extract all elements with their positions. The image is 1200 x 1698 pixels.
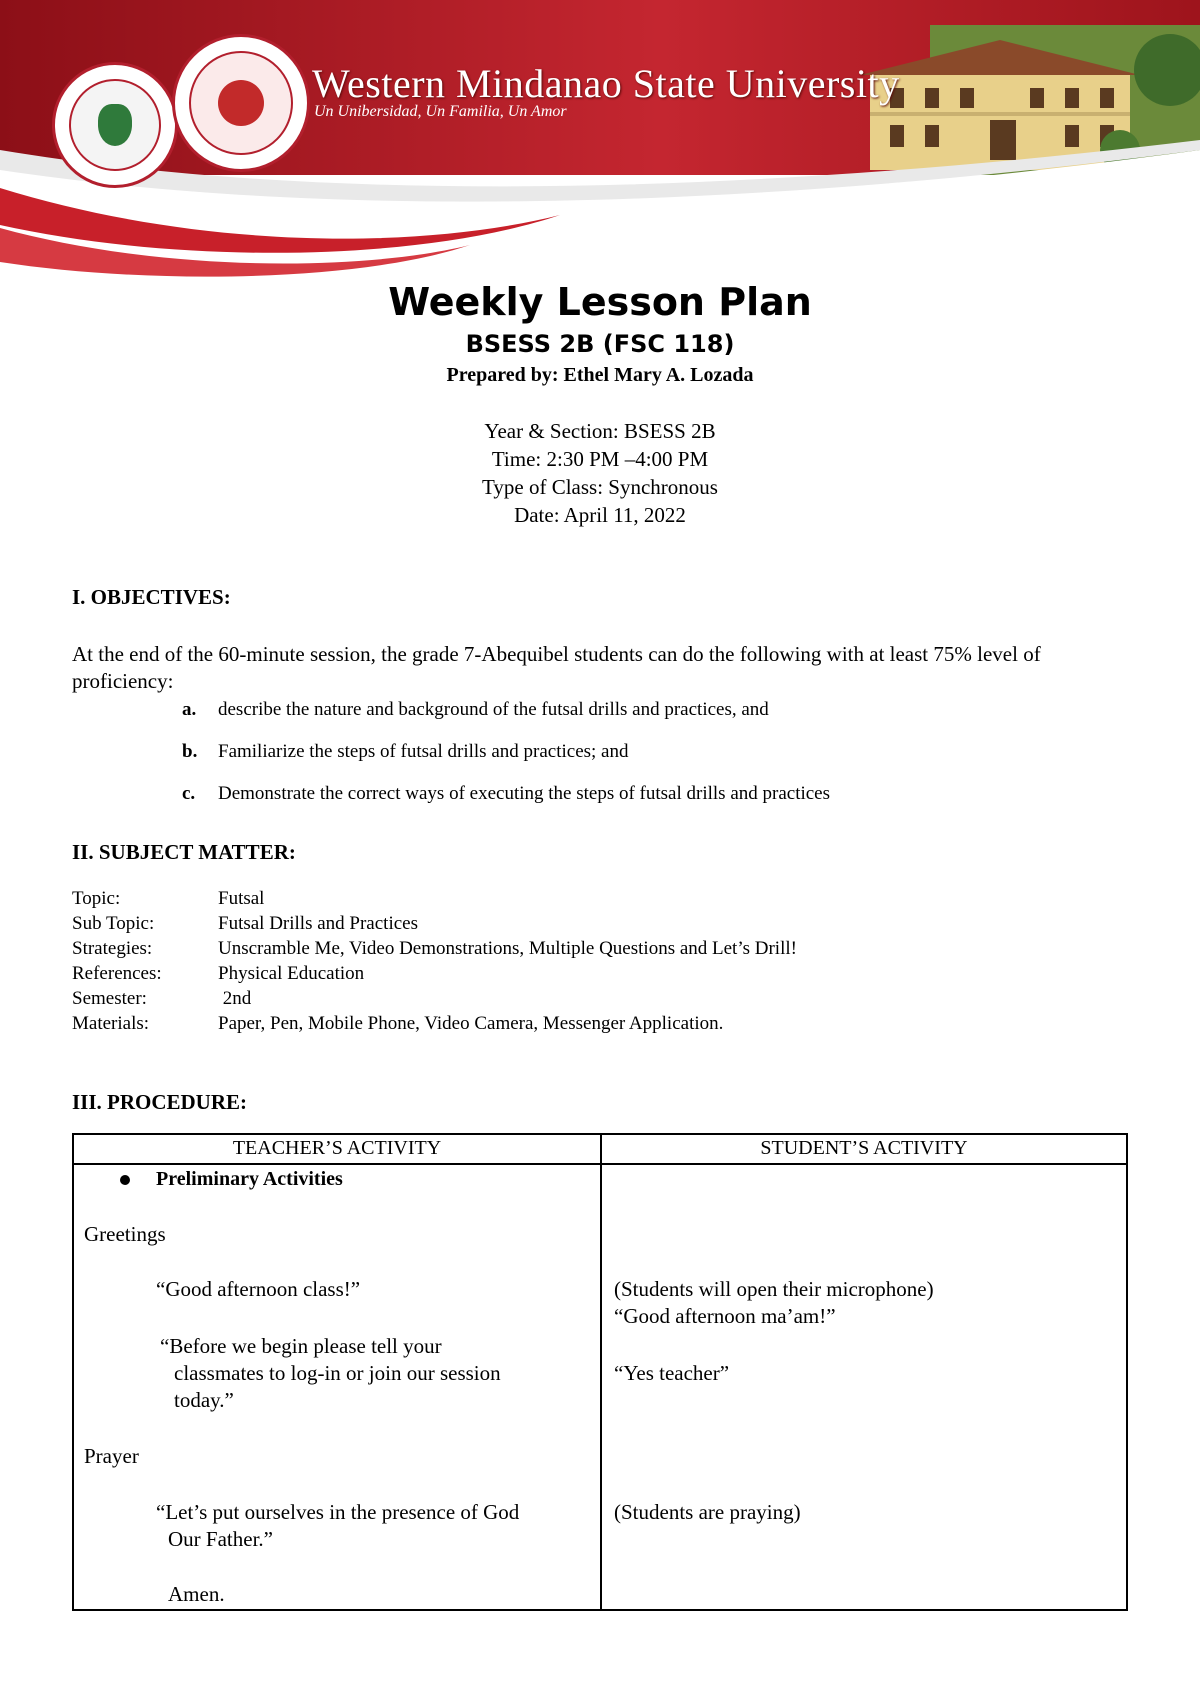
subject-key: Topic: [72, 888, 121, 909]
teacher-prayer-line2: Our Father.” [168, 1527, 273, 1551]
column-divider [600, 1135, 602, 1609]
subject-key: Sub Topic: [72, 913, 155, 934]
objective-item [182, 783, 830, 805]
subject-value: Futsal [218, 888, 265, 909]
objective-letter: a. [182, 699, 197, 720]
prayer-label: Prayer [84, 1444, 139, 1468]
student-yes: “Yes teacher” [614, 1361, 730, 1385]
student-open-mic: (Students will open their microphone) [614, 1277, 934, 1301]
subject-key: Materials: [72, 1013, 150, 1034]
course-code: BSESS 2B (FSC 118) [465, 330, 735, 358]
objective-letter: b. [182, 741, 198, 762]
subject-value: Physical Education [218, 963, 365, 984]
class-date: Date: April 11, 2022 [514, 503, 686, 527]
objective-text: Demonstrate the correct ways of executing the steps of futsal drills and practices [218, 783, 831, 804]
header-banner [0, 0, 1200, 290]
teacher-column-header: TEACHER’S ACTIVITY [232, 1137, 442, 1159]
objectives-heading: I. OBJECTIVES: [72, 585, 231, 609]
teacher-amen: Amen. [168, 1582, 225, 1606]
greetings-label: Greetings [84, 1222, 166, 1246]
bullet-icon [120, 1175, 130, 1185]
subject-row [72, 986, 797, 1011]
student-praying: (Students are praying) [614, 1500, 801, 1524]
objective-text: Familiarize the steps of futsal drills and practices; and [218, 741, 629, 762]
university-name: Western Mindanao State University [312, 61, 900, 106]
prepared-by: Prepared by: Ethel Mary A. Lozada [446, 364, 754, 386]
subject-row [72, 936, 797, 961]
subject-key: Strategies: [72, 938, 153, 959]
objectives-intro: At the end of the 60-minute session, the grade 7-Abequibel students can do the following with at least 75% level of proficiency: [72, 642, 1041, 693]
class-time: Time: 2:30 PM –4:00 PM [491, 447, 709, 471]
subject-row [72, 1011, 797, 1036]
page-title: Weekly Lesson Plan [388, 280, 812, 324]
teacher-instruction-line3: today.” [174, 1388, 234, 1412]
class-meta [0, 417, 1200, 529]
subject-value: Paper, Pen, Mobile Phone, Video Camera, Messenger Application. [218, 1013, 724, 1034]
university-motto: Un Unibersidad, Un Familia, Un Amor [314, 103, 567, 120]
student-greeting: “Good afternoon ma’am!” [614, 1304, 836, 1328]
subject-value: Unscramble Me, Video Demonstrations, Multiple Questions and Let’s Drill! [218, 938, 797, 959]
subject-row [72, 886, 797, 911]
subject-matter-list [72, 886, 797, 1036]
subject-matter-heading: II. SUBJECT MATTER: [72, 840, 296, 864]
teacher-instruction-line2: classmates to log-in or join our session [174, 1361, 501, 1385]
subject-value: Futsal Drills and Practices [218, 913, 418, 934]
teacher-greeting: “Good afternoon class!” [156, 1277, 361, 1301]
student-column-header: STUDENT’S ACTIVITY [760, 1137, 968, 1159]
preliminary-activities: Preliminary Activities [156, 1168, 343, 1190]
subject-key: Semester: [72, 988, 147, 1009]
procedure-heading: III. PROCEDURE: [72, 1090, 248, 1114]
ils-seal-icon [52, 62, 178, 188]
subject-row [72, 911, 797, 936]
objective-text: describe the nature and background of the futsal drills and practices, and [218, 699, 769, 720]
header-divider [74, 1163, 1126, 1165]
objective-item [182, 699, 769, 721]
banner-graphic [0, 0, 1200, 290]
subject-value: 2nd [218, 988, 252, 1009]
teacher-instruction-line1: “Before we begin please tell your [160, 1334, 442, 1358]
subject-key: References: [72, 963, 162, 984]
procedure-table [72, 1133, 1128, 1611]
teacher-prayer-line1: “Let’s put ourselves in the presence of God [156, 1500, 520, 1524]
class-type: Type of Class: Synchronous [482, 475, 718, 499]
subject-row [72, 961, 797, 986]
year-section: Year & Section: BSESS 2B [484, 419, 716, 443]
objective-letter: c. [182, 783, 196, 804]
objective-item [182, 741, 629, 763]
wmsu-seal-icon [172, 34, 310, 172]
